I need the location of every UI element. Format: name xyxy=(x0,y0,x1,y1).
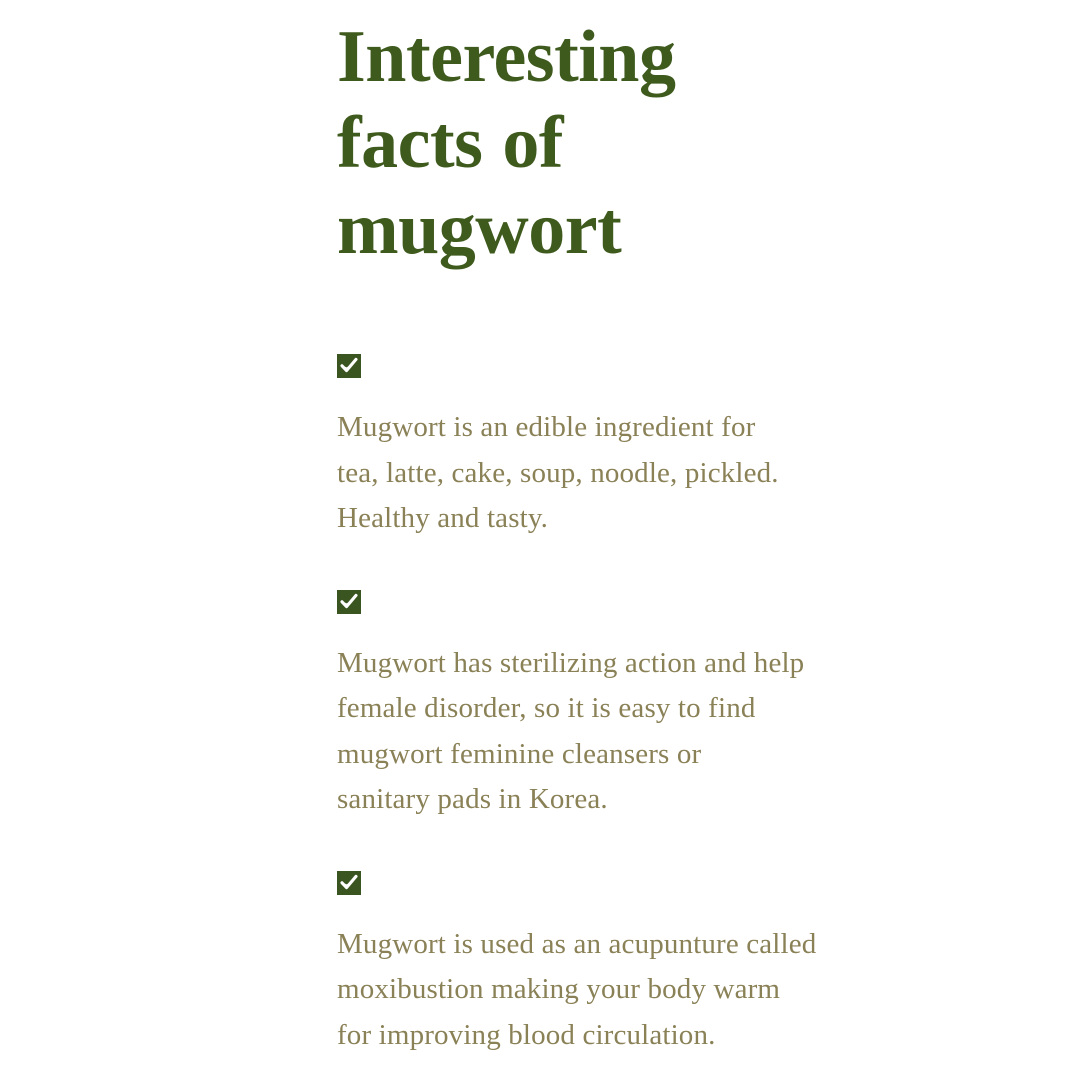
fact-line: Mugwort is used as an acupunture called xyxy=(337,927,817,960)
fact-line: mugwort feminine cleansers or xyxy=(337,737,702,770)
fact-line: moxibustion making your body warm xyxy=(337,973,781,1005)
list-item xyxy=(337,354,957,542)
fact-text xyxy=(337,405,877,542)
page-title-line-3: mugwort xyxy=(337,188,622,270)
page-title-line-2: facts of xyxy=(337,102,564,184)
facts-list xyxy=(337,354,957,1058)
content-column xyxy=(337,0,957,1058)
list-item xyxy=(337,590,957,823)
fact-line: female disorder, so it is easy to find xyxy=(337,692,756,724)
fact-line: Mugwort is an edible ingredient for xyxy=(337,411,756,443)
fact-text xyxy=(337,641,877,823)
fact-text xyxy=(337,922,877,1059)
check-box-icon xyxy=(337,590,361,614)
fact-line: for improving blood circulation. xyxy=(337,1018,716,1051)
list-item xyxy=(337,871,957,1059)
fact-line: Healthy and tasty. xyxy=(337,502,549,534)
fact-line: tea, latte, cake, soup, noodle, pickled. xyxy=(337,456,779,489)
fact-line: Mugwort has sterilizing action and help xyxy=(337,646,805,679)
page-title xyxy=(337,0,676,272)
check-box-icon xyxy=(337,871,361,895)
check-box-icon xyxy=(337,354,361,378)
page-title-line-1: Interesting xyxy=(337,16,676,98)
fact-line: sanitary pads in Korea. xyxy=(337,783,608,815)
